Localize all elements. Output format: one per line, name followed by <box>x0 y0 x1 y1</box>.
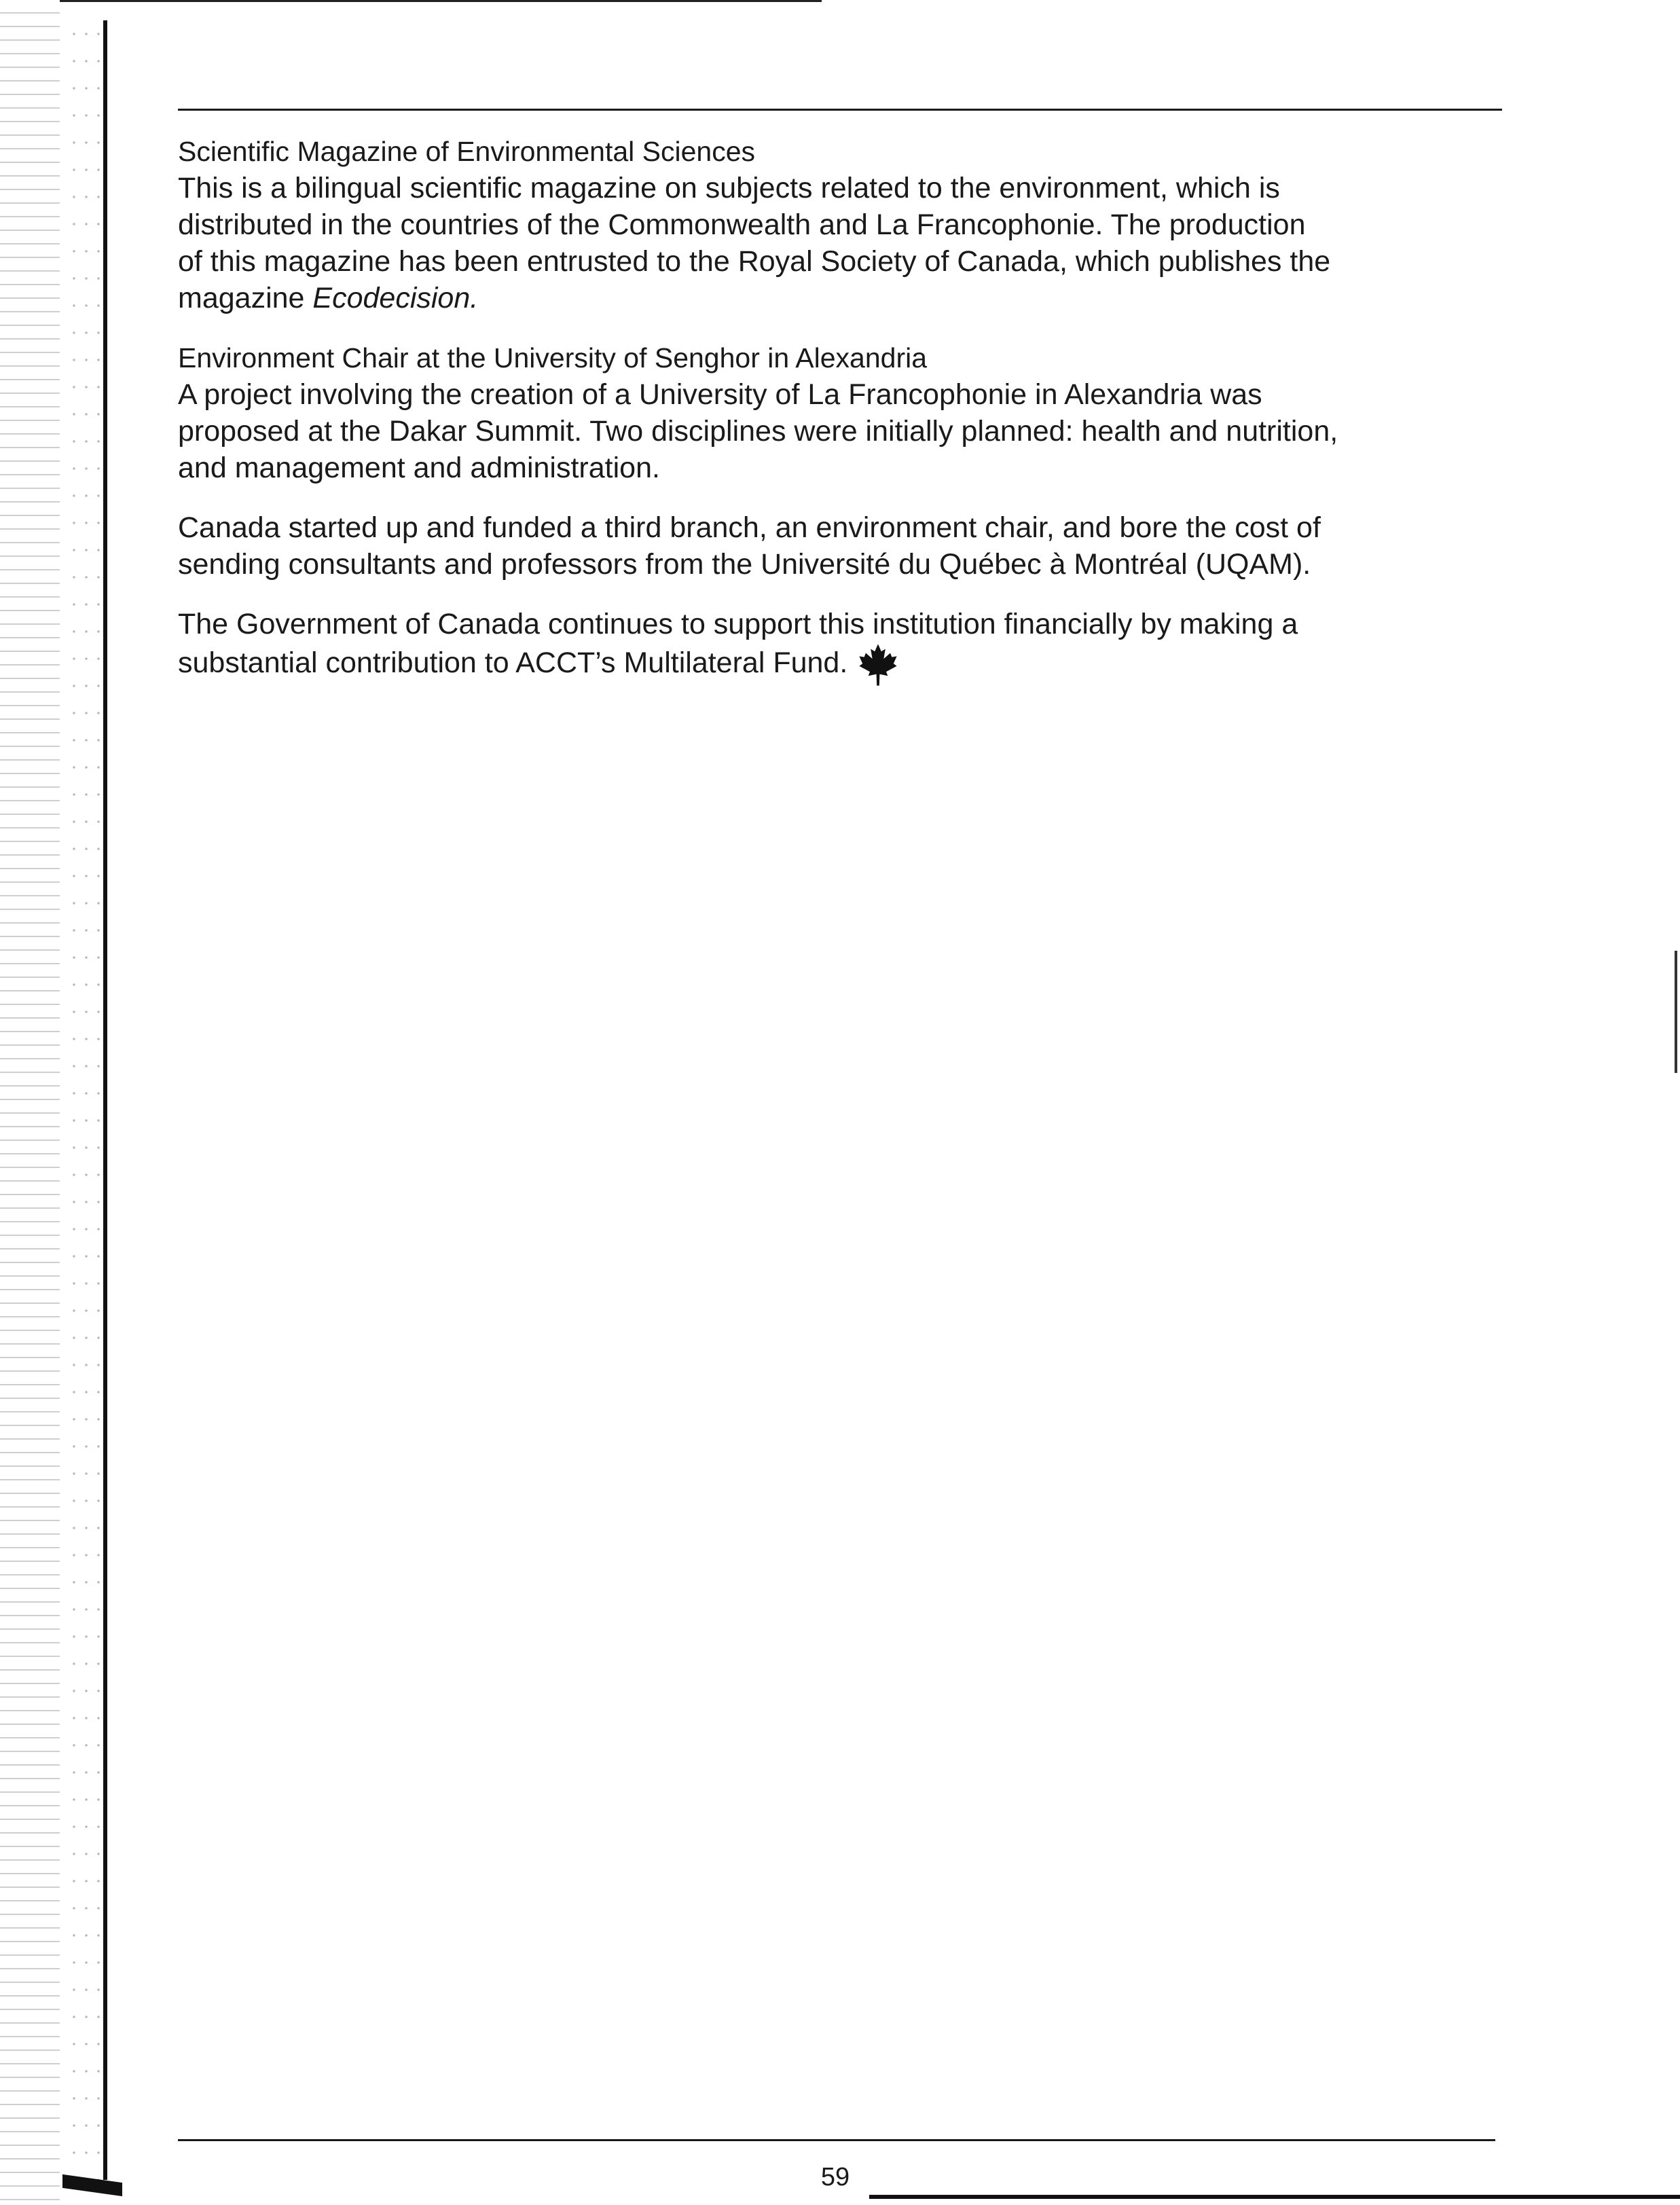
section-heading: Environment Chair at the University of Senghor in Alexandria <box>178 342 928 373</box>
section-body <box>178 376 1502 486</box>
section-body <box>178 170 1502 316</box>
text-line <box>178 280 1502 316</box>
paragraph-third-branch <box>178 509 1502 583</box>
text-line <box>178 642 1502 687</box>
text-line: The Government of Canada continues to support this institution financially by making a <box>178 608 1298 640</box>
paragraph-body <box>178 606 1502 687</box>
header-rule <box>178 109 1502 111</box>
text-line: A project involving the creation of a University of La Francophonie in Alexandria was <box>178 378 1262 411</box>
magazine-title: Ecodecision. <box>312 282 479 314</box>
text-fragment: magazine <box>178 282 313 314</box>
maple-leaf-icon <box>857 642 899 687</box>
footer-rule <box>178 2139 1495 2141</box>
binding-strip <box>0 0 60 2205</box>
binding-holes <box>68 20 102 2180</box>
scan-right-edge <box>1675 951 1677 1073</box>
text-line: of this magazine has been entrusted to the Royal Society of Canada, which publishes the <box>178 245 1331 278</box>
section-magazine <box>178 133 1502 316</box>
paragraph-government-support <box>178 606 1502 687</box>
text-line: and management and administration. <box>178 452 660 484</box>
text-line: sending consultants and professors from the Université du Québec à Montréal (UQAM). <box>178 548 1311 581</box>
text-fragment: substantial contribution to ACCT’s Multilateral Fund. <box>178 646 848 679</box>
scan-bottom-edge <box>869 2195 1680 2199</box>
page-content <box>178 133 1502 710</box>
section-environment-chair <box>178 340 1502 486</box>
section-heading: Scientific Magazine of Environmental Sciences <box>178 136 756 167</box>
scan-top-edge <box>0 0 822 2</box>
page-number: 59 <box>820 2163 850 2191</box>
text-line: distributed in the countries of the Commonwealth and La Francophonie. The production <box>178 208 1306 241</box>
text-line: proposed at the Dakar Summit. Two disciplines were initially planned: health and nutrition, <box>178 415 1338 448</box>
paragraph-body <box>178 509 1502 583</box>
text-line: This is a bilingual scientific magazine on subjects related to the environment, which is <box>178 172 1280 204</box>
text-line: Canada started up and funded a third branch, an environment chair, and bore the cost of <box>178 511 1321 544</box>
binding-edge <box>103 20 107 2180</box>
